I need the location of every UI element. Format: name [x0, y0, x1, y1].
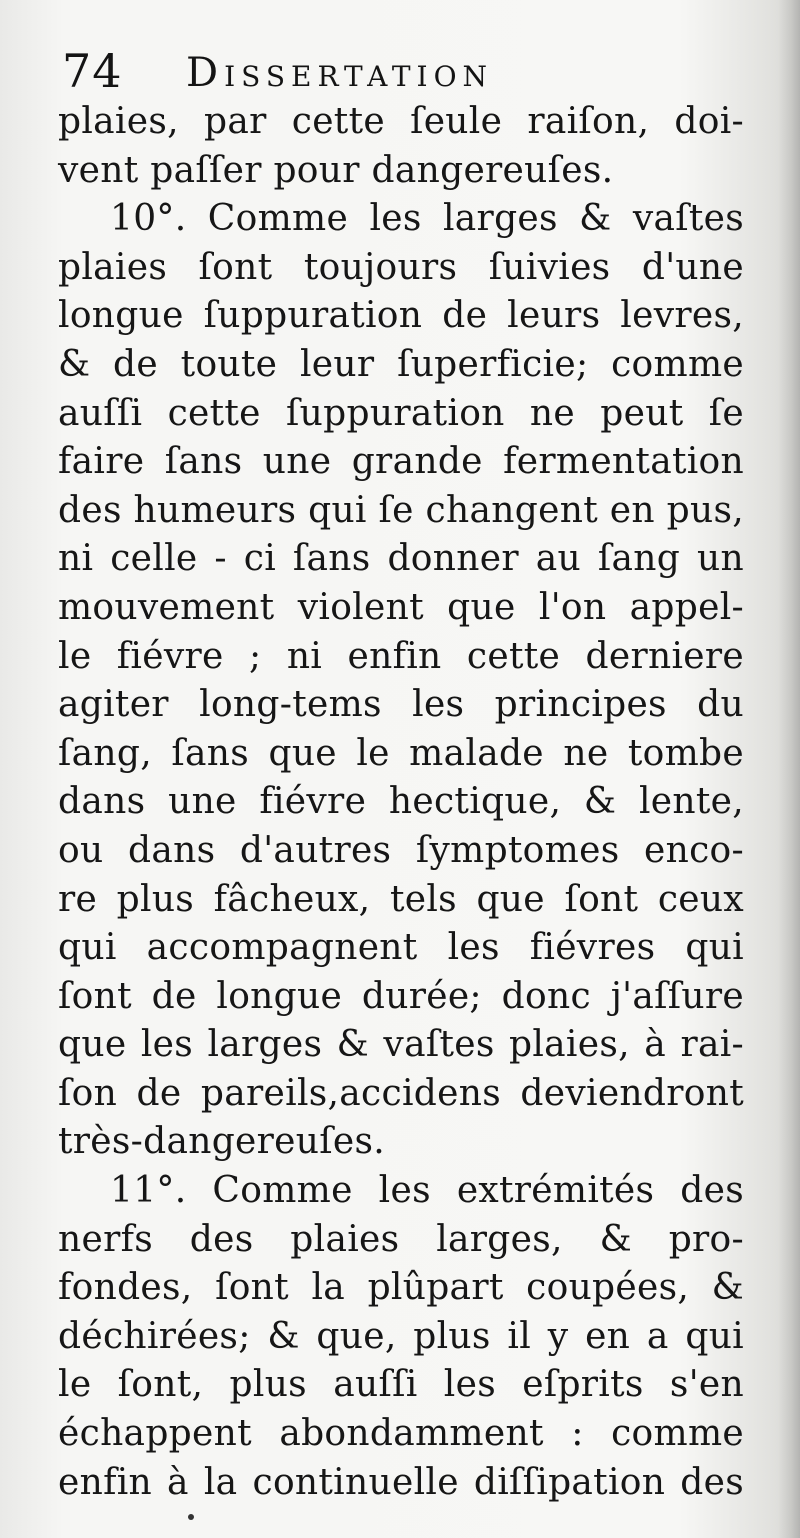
text-line: fondes, ſont la plûpart coupées, & [58, 1267, 744, 1309]
text-line: faire ſans une grande fermentation [58, 441, 744, 483]
text-line: ou dans d'autres ſymptomes enco- [58, 829, 744, 871]
page-edge-shadow [778, 0, 800, 1538]
running-title: Dissertation [186, 50, 494, 96]
text-line: auſſi cette ſuppuration ne peut ſe [58, 392, 744, 434]
text-line: ni celle - ci ſans donner au ſang un [58, 538, 744, 580]
text-line: très-dangereuſes. [58, 1121, 386, 1163]
text-line: enfin à la continuelle diſſipation des [58, 1461, 744, 1503]
text-line: 11°. Comme les extrémités des [110, 1170, 744, 1212]
ink-speck [188, 1514, 194, 1520]
text-line: nerfs des plaies larges, & pro- [58, 1218, 744, 1260]
text-line: vent paſſer pour dangereuſes. [58, 149, 614, 191]
text-line: ſont de longue durée; donc j'aſſure [58, 975, 744, 1017]
text-line: 10°. Comme les larges & vaſtes [110, 198, 744, 240]
text-line: longue ſuppuration de leurs levres, [58, 295, 744, 337]
text-line: mouvement violent que l'on appel- [58, 586, 744, 628]
page-number: 74 [62, 44, 123, 98]
text-line: & de toute leur ſuperficie; comme [58, 343, 744, 385]
page-header [62, 44, 752, 104]
text-line: agiter long-tems les principes du [58, 684, 744, 726]
text-line: ſon de pareils,accidens deviendront [58, 1072, 744, 1114]
text-line: des humeurs qui ſe changent en pus, [58, 489, 744, 531]
text-line: plaies ſont toujours ſuivies d'une [58, 246, 744, 288]
text-line: le fiévre ; ni enfin cette derniere [58, 635, 744, 677]
text-line: que les larges & vaſtes plaies, à rai- [58, 1024, 744, 1066]
text-line: déchirées; & que, plus il y en a qui [58, 1315, 744, 1357]
text-line: plaies, par cette ſeule raiſon, doi- [58, 101, 744, 142]
text-line: le ſont, plus auſſi les eſprits s'en [58, 1364, 744, 1406]
text-line: échappent abondamment : comme [58, 1413, 744, 1455]
text-line: dans une fiévre hectique, & lente, [58, 781, 744, 823]
text-line: re plus fâcheux, tels que ſont ceux [58, 878, 744, 920]
text-line: ſang, ſans que le malade ne tombe [58, 732, 744, 774]
body-text [58, 98, 744, 1507]
text-line: qui accompagnent les fiévres qui [58, 927, 744, 969]
